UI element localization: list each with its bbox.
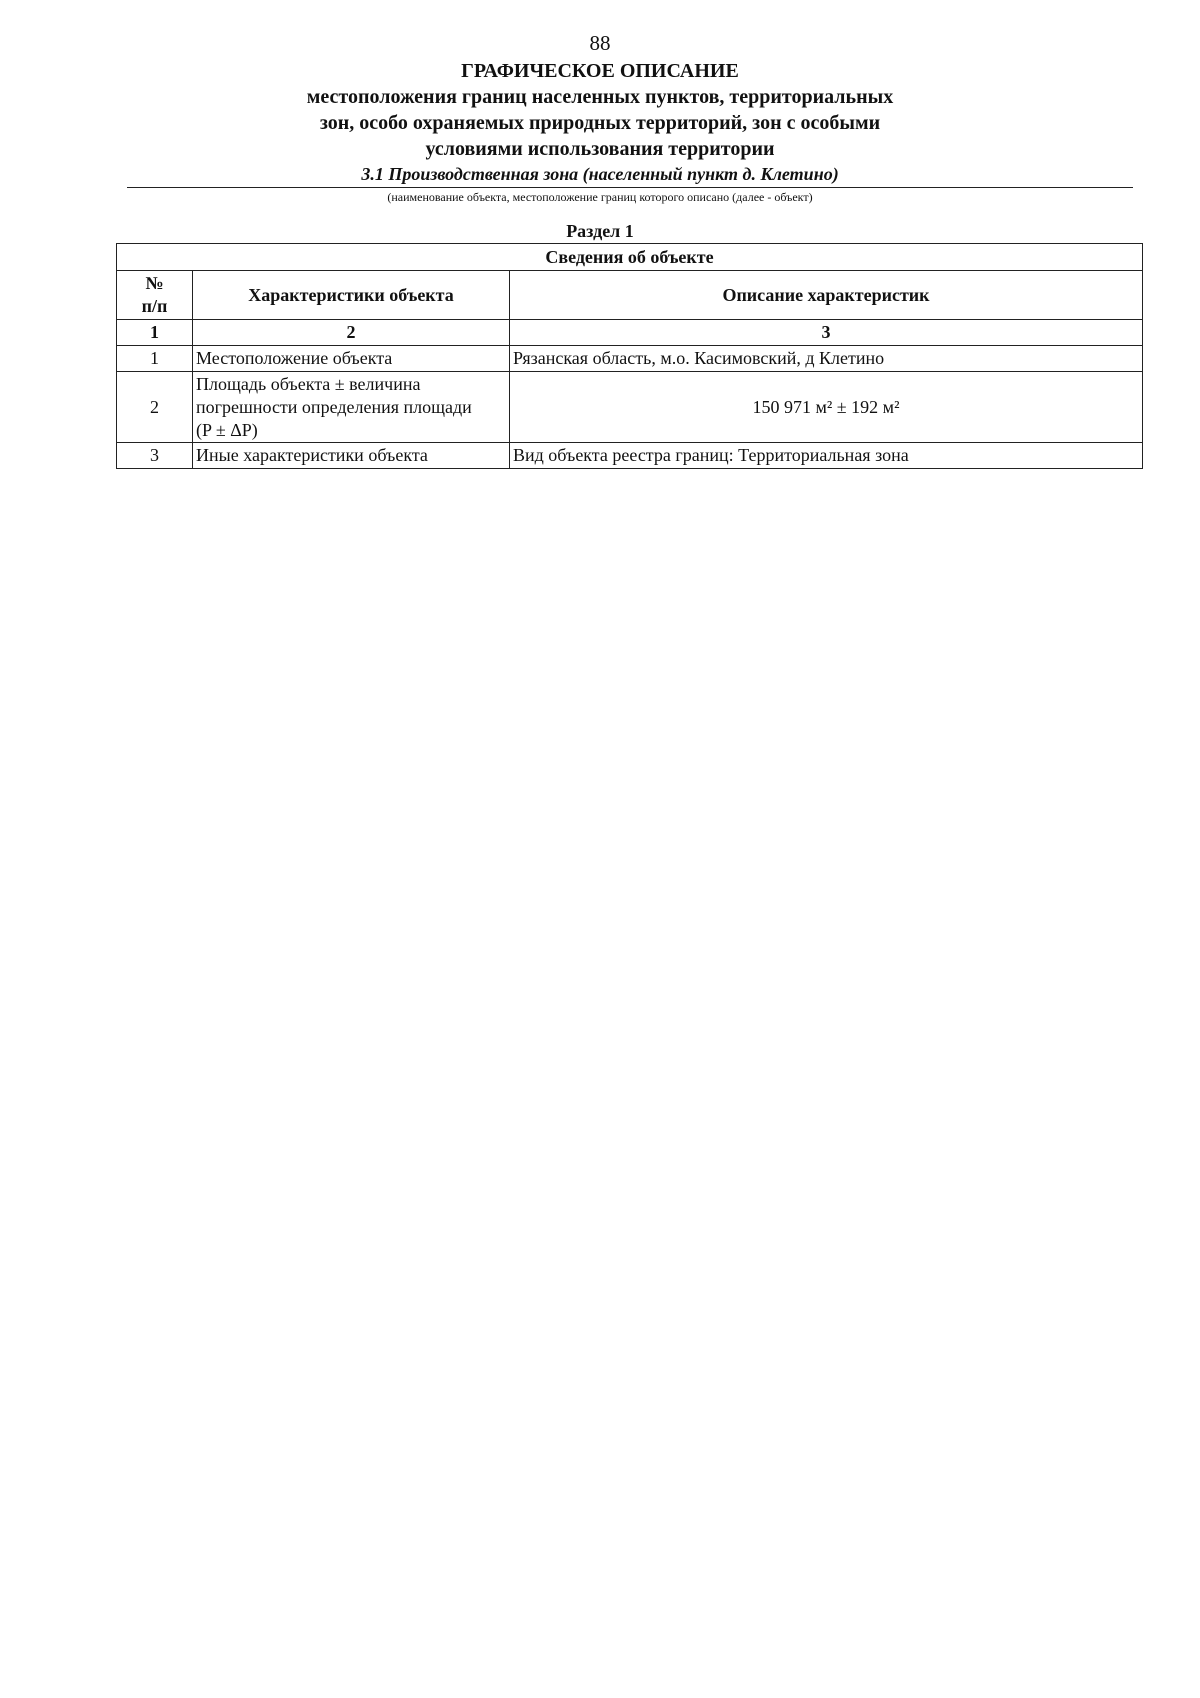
document-title-line-3: зон, особо охраняемых природных территорий, зон с особыми [319, 112, 881, 134]
document-title [0, 58, 1200, 162]
object-name: 3.1 Производственная зона (населенный пункт д. Клетино) [361, 164, 839, 184]
table-caption-row [117, 244, 1143, 271]
table-index-row [117, 320, 1143, 346]
row-characteristic: Иные характеристики объекта [193, 443, 510, 469]
header-characteristic: Характеристики объекта [193, 271, 510, 320]
row-number: 1 [117, 346, 193, 372]
section-title: Раздел 1 [566, 221, 634, 241]
page-number: 88 [589, 31, 611, 55]
document-title-line-4: условиями использования территории [425, 138, 775, 160]
row-characteristic [193, 372, 510, 443]
row-number: 3 [117, 443, 193, 469]
row-number: 2 [117, 372, 193, 443]
row-description: 150 971 м² ± 192 м² [510, 372, 1143, 443]
table-row [117, 346, 1143, 372]
document-title-line-2: местоположения границ населенных пунктов, территориальных [306, 86, 894, 108]
header-description: Описание характеристик [510, 271, 1143, 320]
row-characteristic-line-2: погрешности определения площади [196, 396, 472, 417]
table-row [117, 372, 1143, 443]
row-description: Вид объекта реестра границ: Территориальная зона [510, 443, 1143, 469]
row-description: Рязанская область, м.о. Касимовский, д Клетино [510, 346, 1143, 372]
table-header-row [117, 271, 1143, 320]
object-caption: (наименование объекта, местоположение границ которого описано (далее - объект) [387, 190, 813, 204]
column-index-2: 2 [193, 320, 510, 346]
header-number [117, 271, 193, 320]
column-index-1: 1 [117, 320, 193, 346]
row-characteristic-line-3: (P ± ΔP) [196, 419, 258, 440]
object-info-table [116, 243, 1143, 469]
row-characteristic: Местоположение объекта [193, 346, 510, 372]
header-number-line-2: п/п [141, 296, 168, 316]
table-row [117, 443, 1143, 469]
column-index-3: 3 [510, 320, 1143, 346]
object-name-underline [127, 187, 1133, 188]
document-title-line-1: ГРАФИЧЕСКОЕ ОПИСАНИЕ [461, 60, 739, 82]
row-characteristic-line-1: Площадь объекта ± величина [196, 373, 421, 394]
header-number-line-1: № [145, 273, 164, 293]
table-caption: Сведения об объекте [117, 244, 1143, 271]
